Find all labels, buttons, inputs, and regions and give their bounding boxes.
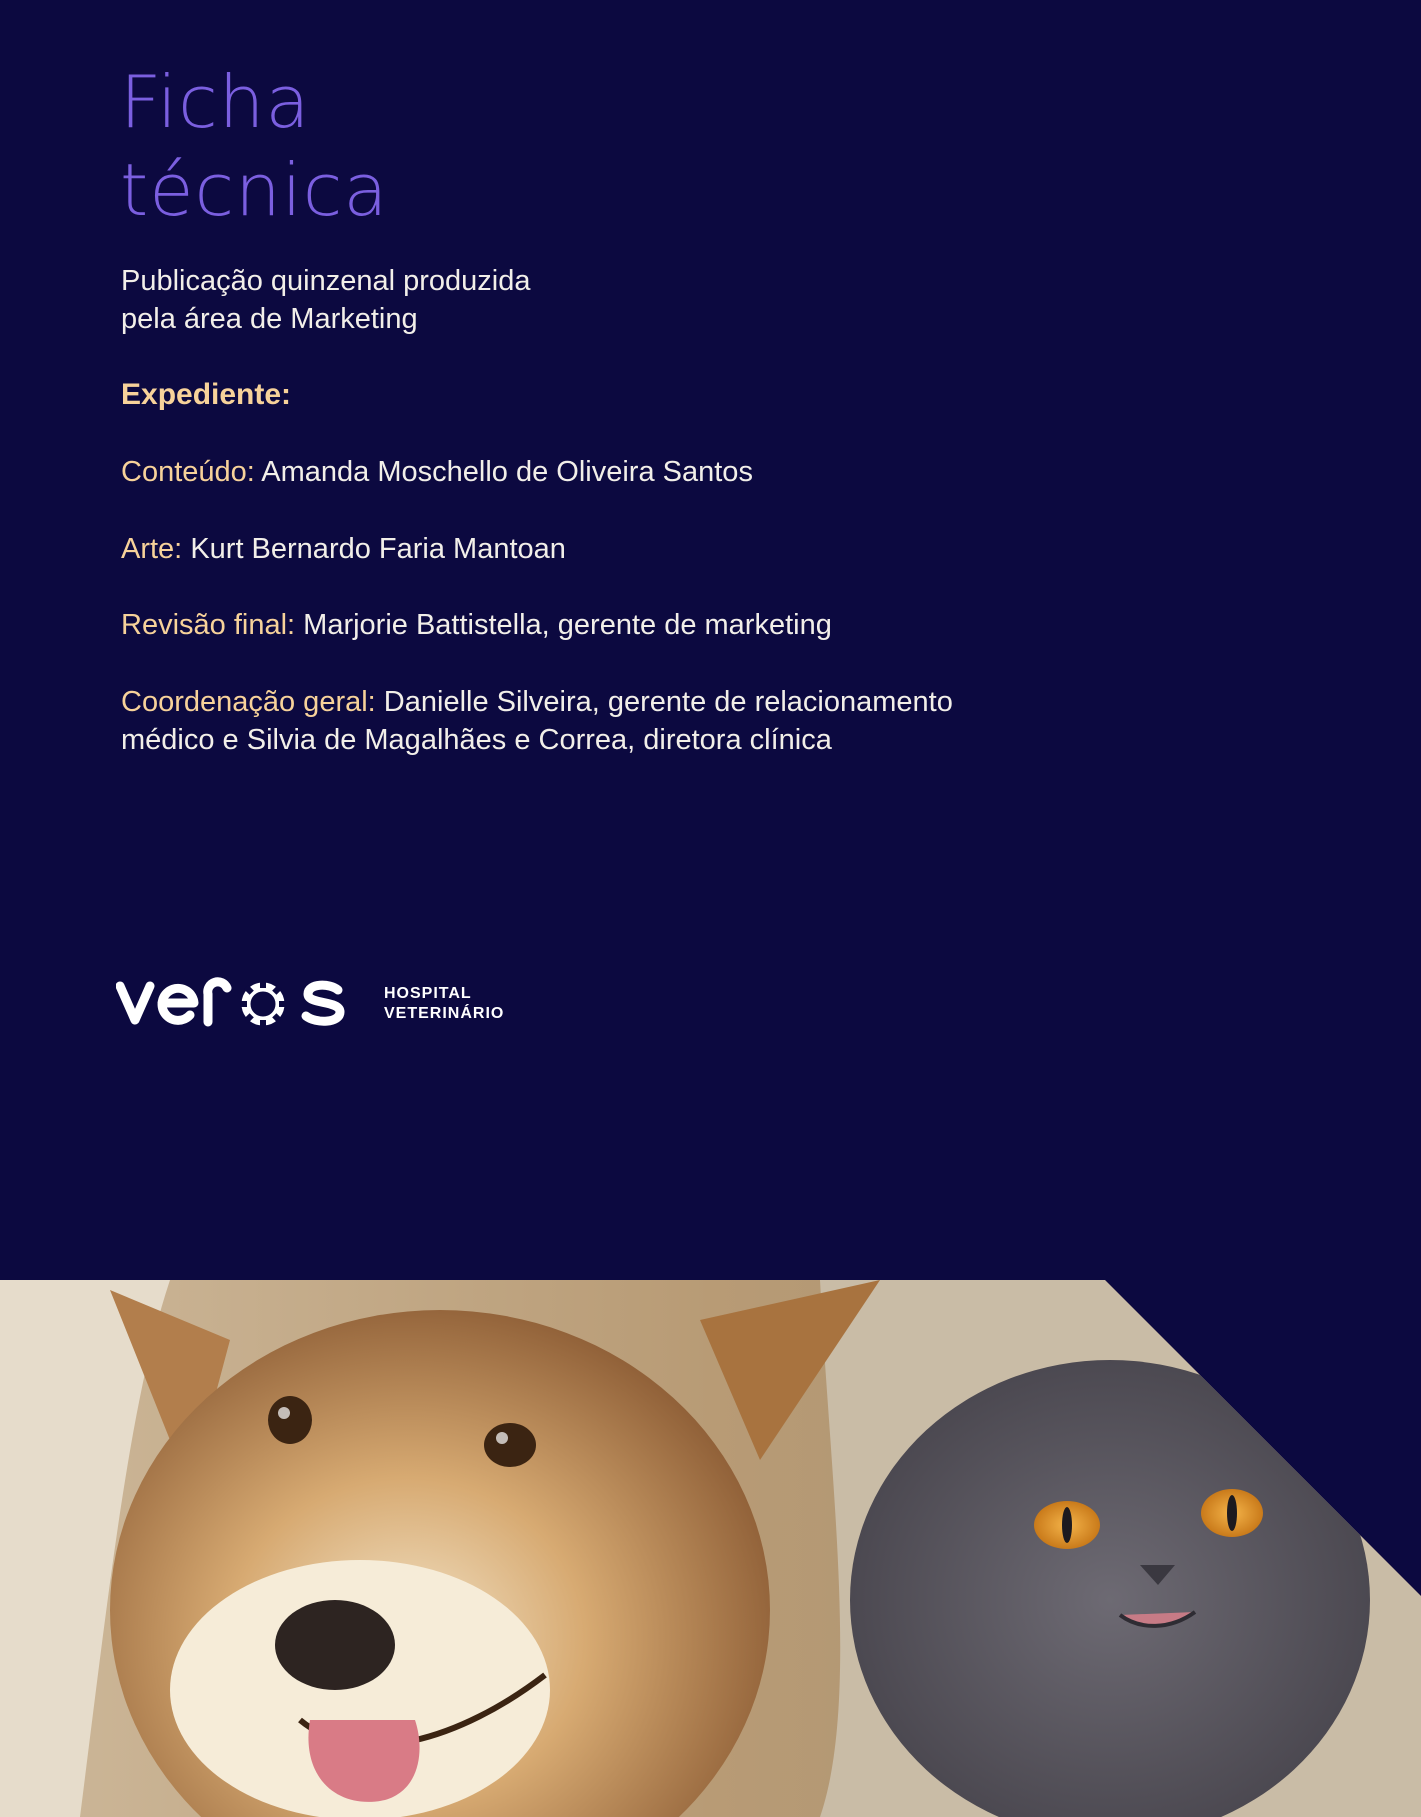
expediente-heading: Expediente: (121, 378, 292, 411)
veros-o-mark (229, 970, 297, 1030)
intro-line-2: pela área de Marketing (121, 303, 418, 335)
credit-arte-label: Arte: (121, 533, 183, 565)
credit-coordenacao (121, 683, 1021, 759)
dog-eye-right (484, 1423, 536, 1467)
dog-and-cat-photo (0, 1280, 1421, 1817)
veros-wordmark (116, 970, 346, 1030)
dog-eye-left (268, 1396, 312, 1444)
intro-text (121, 262, 531, 338)
credit-coordenacao-label: Coordenação geral: (121, 686, 376, 718)
credit-arte (121, 530, 566, 568)
credit-revisao-label: Revisão final: (121, 609, 296, 641)
page-title-line-1: Ficha (120, 60, 311, 144)
page-title-line-2: técnica (120, 148, 389, 232)
dog-nose (275, 1600, 395, 1690)
credit-arte-value: Kurt Bernardo Faria Mantoan (190, 533, 566, 565)
page-title (120, 58, 388, 234)
logo-subtitle-line-1: HOSPITAL (384, 985, 472, 1002)
veros-logo (116, 970, 516, 1030)
logo-subtitle (384, 984, 504, 1024)
logo-subtitle-line-2: VETERINÁRIO (384, 1005, 505, 1022)
credit-conteudo-value: Amanda Moschello de Oliveira Santos (261, 456, 753, 488)
credit-revisao-value: Marjorie Battistella, gerente de marketing (303, 609, 832, 641)
credit-revisao (121, 606, 832, 644)
credit-conteudo (121, 453, 753, 491)
credit-coordenacao-value: Danielle Silveira, gerente de relacionamento médico e Silvia de Magalhães e Correa, diretora clínica (121, 686, 953, 756)
credit-conteudo-label: Conteúdo: (121, 456, 255, 488)
intro-line-1: Publicação quinzenal produzida (121, 265, 531, 297)
